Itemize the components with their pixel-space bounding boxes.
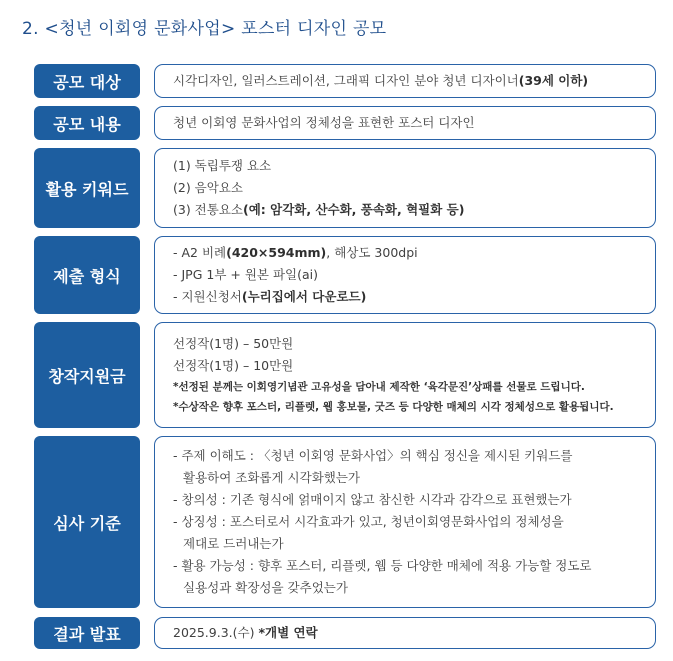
row-creation-fund xyxy=(34,322,656,428)
row-label: 심사 기준 xyxy=(34,436,140,608)
content-line: - 활용 가능성 : 향후 포스터, 리플렛, 웹 등 다양한 매체에 적용 가능할 정도로 xyxy=(173,558,592,573)
row-content xyxy=(154,322,656,428)
row-submission-format xyxy=(34,236,656,314)
row-label: 공모 대상 xyxy=(34,64,140,98)
line-text: - A2 비례 xyxy=(173,245,227,260)
row-content xyxy=(154,436,656,608)
content-line: (1) 독립투쟁 요소 xyxy=(173,158,272,173)
content-line: - 상징성 : 포스터로서 시각효과가 있고, 청년이회영문화사업의 정체성을 xyxy=(173,514,564,529)
content-line: - 창의성 : 기존 형식에 얽매이지 않고 참신한 시각과 감각으로 표현했는가 xyxy=(173,492,572,507)
content-line: (2) 음악요소 xyxy=(173,180,243,195)
row-result-announcement xyxy=(34,617,656,649)
row-target xyxy=(34,64,656,98)
line-text: 시각디자인, 일러스트레이션, 그래픽 디자인 분야 청년 디자이너 xyxy=(173,73,519,88)
content-line: 청년 이회영 문화사업의 정체성을 표현한 포스터 디자인 xyxy=(173,115,475,130)
note-line: *선정된 분께는 이회영기념관 고유성을 담아내 제작한 ‘육각문진’상패를 선물로 드립니다. xyxy=(173,381,585,393)
row-keywords xyxy=(34,148,656,228)
content-line: 선정작(1명) – 50만원 xyxy=(173,336,294,351)
row-label: 결과 발표 xyxy=(34,617,140,649)
content-line xyxy=(173,622,643,644)
content-line: 활용하여 조화롭게 시각화했는가 xyxy=(183,470,360,485)
row-content xyxy=(154,148,656,228)
note-line: *수상작은 향후 포스터, 리플렛, 웹 홍보물, 굿즈 등 다양한 매체의 시각 정체성으로 활용됩니다. xyxy=(173,401,614,413)
row-label: 공모 내용 xyxy=(34,106,140,140)
row-label: 제출 형식 xyxy=(34,236,140,314)
line-bold-text: *개별 연락 xyxy=(258,625,318,640)
row-judging-criteria xyxy=(34,436,656,608)
content-line: 실용성과 확장성을 갖추었는가 xyxy=(183,580,348,595)
row-content xyxy=(154,236,656,314)
content-line xyxy=(173,286,643,308)
row-content xyxy=(154,64,656,98)
page-title: 2. <청년 이회영 문화사업> 포스터 디자인 공모 xyxy=(22,19,387,39)
line-bold-text: (420×594mm) xyxy=(226,245,327,260)
line-text: 2025.9.3.(수) xyxy=(173,625,259,640)
content-line xyxy=(173,242,643,264)
content-line: - JPG 1부 + 원본 파일(ai) xyxy=(173,267,318,282)
row-content-desc xyxy=(34,106,656,140)
content-line: 선정작(1명) – 10만원 xyxy=(173,358,294,373)
content-line: 제대로 드러내는가 xyxy=(183,536,284,551)
row-content xyxy=(154,106,656,140)
line-text: (3) 전통요소 xyxy=(173,202,243,217)
content-line: - 주제 이해도 : 〈청년 이회영 문화사업〉의 핵심 정신을 제시된 키워드를 xyxy=(173,448,573,463)
row-label: 창작지원금 xyxy=(34,322,140,428)
content-line xyxy=(173,199,643,221)
line-bold-text: (예: 암각화, 산수화, 풍속화, 혁필화 등) xyxy=(242,202,465,217)
content-line xyxy=(173,70,643,92)
line-text: - 지원신청서 xyxy=(173,289,242,304)
line-bold-text: (누리집에서 다운로드) xyxy=(241,289,367,304)
line-bold-text: (39세 이하) xyxy=(518,73,589,88)
row-label: 활용 키워드 xyxy=(34,148,140,228)
line-text: , 해상도 300dpi xyxy=(326,245,418,260)
row-content xyxy=(154,617,656,649)
